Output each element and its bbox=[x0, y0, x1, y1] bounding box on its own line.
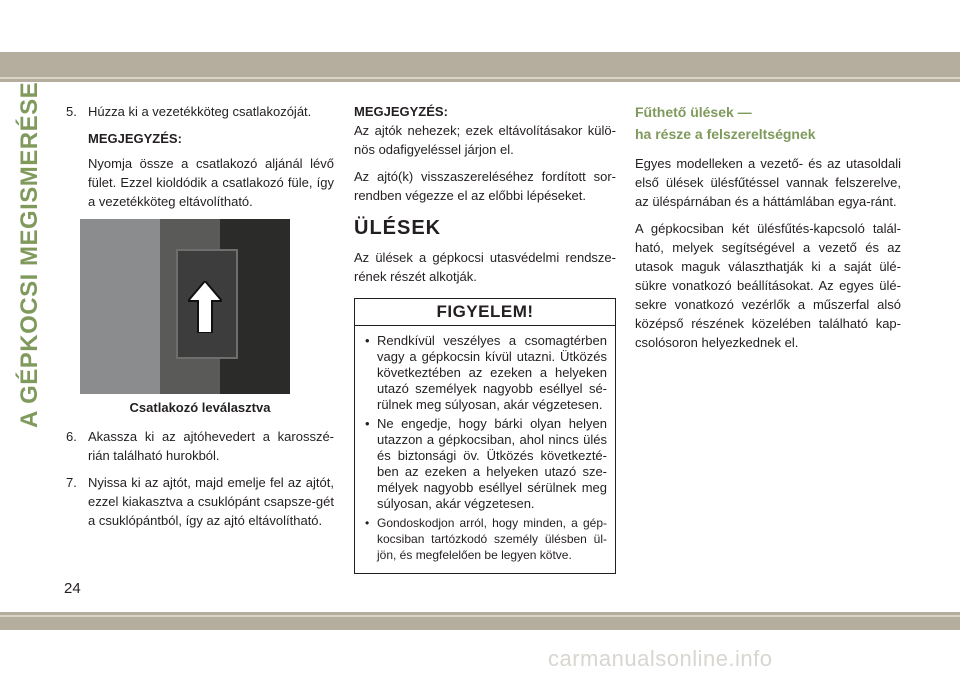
step-number: 6. bbox=[66, 429, 77, 444]
note-label: MEGJEGYZÉS: bbox=[354, 104, 448, 119]
step-6 bbox=[66, 427, 334, 465]
step-number: 7. bbox=[66, 475, 77, 490]
heated-seats-heading: Fűthető ülések — bbox=[635, 104, 752, 120]
top-band bbox=[0, 52, 960, 82]
up-arrow-icon bbox=[188, 281, 222, 333]
step-number: 5. bbox=[66, 104, 77, 119]
warning-box bbox=[354, 298, 616, 574]
bullet-dot: • bbox=[365, 516, 370, 530]
reinstall-text: Az ajtó(k) visszaszereléséhez fordított sor-rendben végezze el az előbbi lépéseket. bbox=[354, 169, 616, 203]
section-text: Az ülések a gépkocsi utasvédelmi rendsze-rének részét alkotják. bbox=[354, 250, 616, 284]
column-middle bbox=[354, 102, 616, 574]
bottom-band bbox=[0, 612, 960, 630]
photo-door-panel bbox=[80, 219, 160, 394]
bullet-dot: • bbox=[365, 416, 370, 431]
step-text: Nyissa ki az ajtót, majd emelje fel az ajtót, ezzel kiakasztva a csuklópánt csapsze-gét a csuklópántból, így az ajtó eltávolítható. bbox=[88, 475, 334, 528]
connector-photo bbox=[80, 219, 290, 394]
step-7 bbox=[66, 473, 334, 530]
paragraph: Egyes modelleken a vezető- és az utasoldali első ülések ülésfűtéssel vannak felszerelve, az üléspárnában és a háttámlában egya-ránt. bbox=[635, 156, 901, 209]
column-right bbox=[635, 102, 901, 360]
warning-title: FIGYELEM! bbox=[355, 299, 615, 326]
warning-body bbox=[355, 326, 615, 573]
warning-bullet bbox=[365, 416, 607, 512]
bullet-text: Ne engedje, hogy bárki olyan helyen utazzon a gépkocsiban, ahol nincs ülés és biztonsági öv. Ütközés következté-ben az ezeken a helyeken utazó sze-mélyek nagyobb eséllyel sérülnek meg súlyosan, akár végzetesen. bbox=[377, 416, 607, 511]
side-section-title: A GÉPKOCSI MEGISMERÉSE bbox=[16, 81, 43, 428]
watermark: carmanualsonline.info bbox=[548, 646, 773, 671]
page-number: 24 bbox=[64, 580, 81, 597]
section-heading: ÜLÉSEK bbox=[354, 217, 442, 239]
bullet-text: Rendkívül veszélyes a csomagtérben vagy a gépkocsin kívül utazni. Ütközés következtében az ezeken a helyeken utazó személyek nagyobb eséllyel sé-rülnek meg súlyosan, akár végzetesen. bbox=[377, 333, 607, 412]
bullet-text: Gondoskodjon arról, hogy minden, a gép-kocsiban tartózkodó személy ülésben ül-jön, és megfelelően be legyen kötve. bbox=[377, 516, 607, 562]
note-text: Az ajtók nehezek; ezek eltávolításakor külö-nös odafigyeléssel járjon el. bbox=[354, 123, 616, 157]
step-text: Akassza ki az ajtóhevedert a karosszé-rián található hurokból. bbox=[88, 429, 334, 463]
paragraph: A gépkocsiban két ülésfűtés-kapcsoló talál-ható, melyek segítségével a vezető és az utasok maguk választhatják ki a saját ülé-sükre vonatkozó beállításokat. Az egyes ülé-sekre vonatkozó vezérlők a műszerfal alsó középső részének közelében található kap-csolósoron helyezkednek el. bbox=[635, 221, 901, 350]
heated-seats-subheading: ha része a felszereltségnek bbox=[635, 126, 816, 142]
warning-bullet bbox=[365, 515, 607, 563]
photo-caption: Csatlakozó leválasztva bbox=[129, 400, 271, 415]
bullet-dot: • bbox=[365, 333, 370, 348]
bottom-band-line bbox=[0, 615, 960, 617]
column-left bbox=[66, 102, 334, 538]
note-text: Nyomja össze a csatlakozó aljánál lévő fület. Ezzel kioldódik a csatlakozó füle, így a vezetékköteg eltávolítható. bbox=[88, 156, 334, 209]
warning-bullet bbox=[365, 333, 607, 413]
step-5 bbox=[66, 102, 334, 121]
top-band-line bbox=[0, 77, 960, 79]
step-text: Húzza ki a vezetékköteg csatlakozóját. bbox=[88, 104, 312, 119]
note-label: MEGJEGYZÉS: bbox=[88, 131, 182, 146]
